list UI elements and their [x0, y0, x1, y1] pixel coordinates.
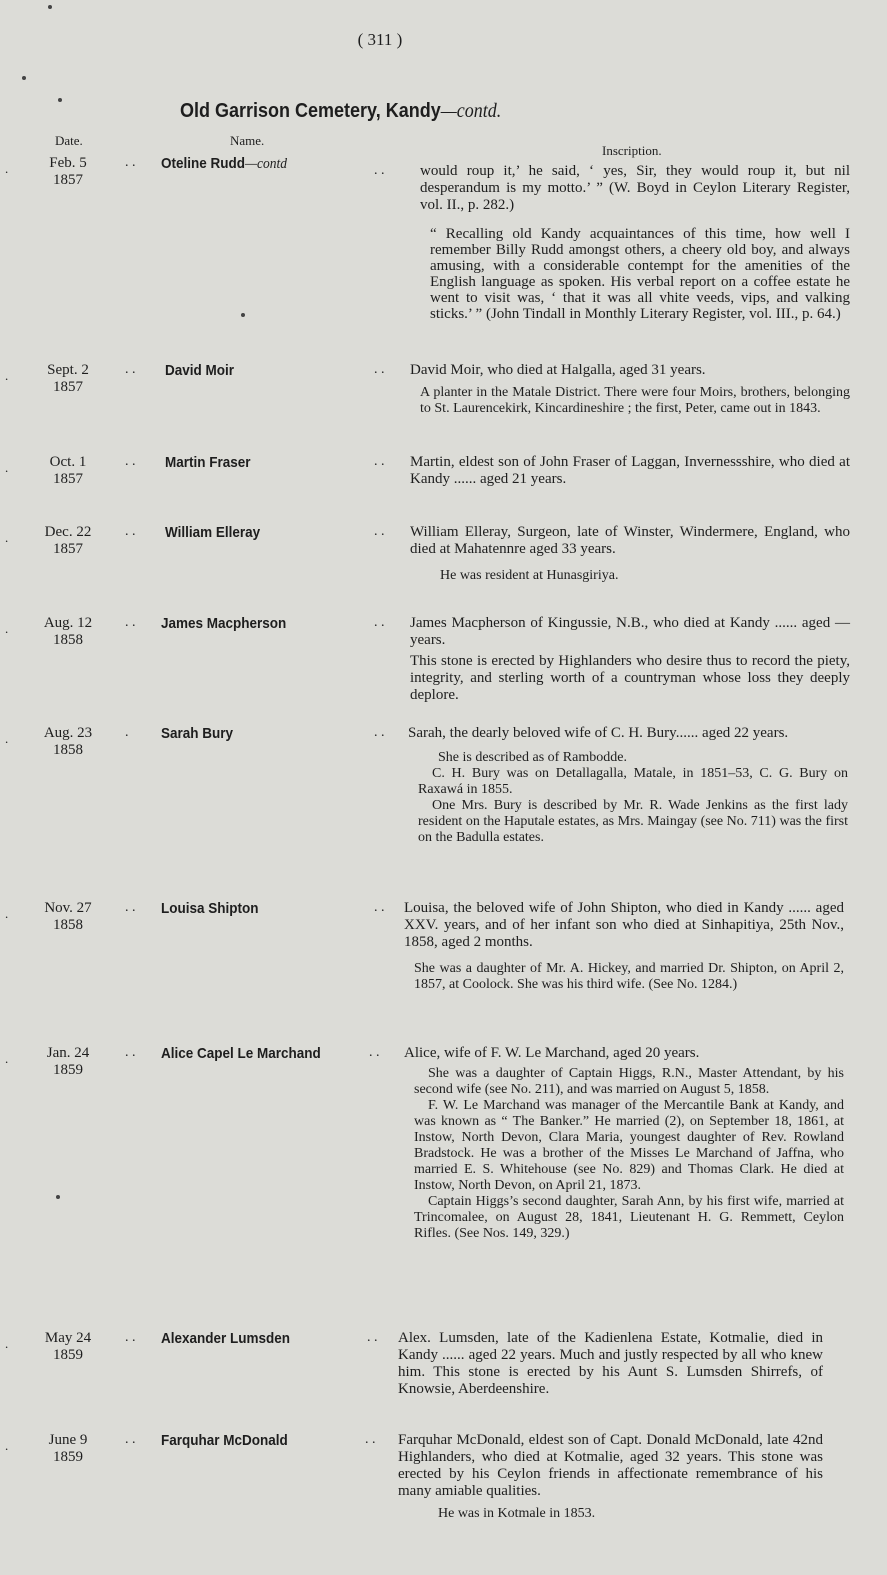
entry-inscription: would roup it,’ he said, ‘ yes, Sir, they would roup it, but nil desperandum is my motto.’ ” (W. Boyd in Ceylon Literary Register, vol. II., p. 282.) “ Recalling old Kandy acquaintances of this time, how well I remember Billy Rudd amongst others, a cheery old boy, and always amusing, with a considerable contempt for the amenities of the English language as spoken. His verbal report on a coffee estate he went to visit was, ‘ that it was all vhite veeds, vips, and valking sticks.’ ” (John Tindall in Monthly Literary Register, vol. III., p. 64.)	[420, 163, 850, 322]
page-title	[180, 100, 501, 123]
title-suffix: —contd.	[440, 100, 502, 122]
page-number: ( 311 )	[357, 30, 403, 49]
entry-date: Feb. 5 1857	[49, 155, 87, 188]
header-inscription: Inscription.	[602, 143, 662, 158]
page: ( 311 ) Old Garrison Cemetery, Kandy—contd. Date. Name. Inscription. . Feb. 5 1857 . . Oteline Rudd—contd . . would roup it,’ he said, ‘ yes, Sir, they would roup it, but nil desperandum is my motto.’ ” (W. Boyd in Ceylon Literary Register, vol. II., p. 282.) “ Recalling old Kandy acquaintances of this time, how well I remember Billy Rudd amongst others, a cheery old boy, and always amusing, with a considerable contempt for the amenities of the English language as spoken. His verbal report on a coffee estate he went to visit was, ‘ that it was all vhite veeds, vips, and valking sticks.’ ” (John Tindall in Monthly Literary Register, vol. III., p. 64.) . Sept. 2 1857 . . David Moir . . David Moir, who died at Halgalla, aged 31 years. A planter in the Matale District. There were four Moirs, brothers, belonging to St. Laurencekirk, Kincardineshire ; the first, Peter, came out in 1843. . Oct. 1 1857 . . Martin Fraser . . Martin, eldest son of John Fraser of Laggan, Invernessshire, who died at Kandy ...... aged 21 years. . Dec. 22 1857 . . William Elleray . . William Elleray, Surgeon, late of Winster, Windermere, England, who died at Mahatennre aged 33 years. He was resident at Hunasgiriya. . Aug. 12 1858 . . James Macpherson . . James Macpherson of Kingussie, N.B., who died at Kandy ...... aged — years. This stone is erected by Highlanders who desire thus to record the piety, integrity, and sterling worth of a countryman whose loss they deeply deplore. . Aug. 23 1858 . Sarah Bury . . Sarah, the dearly beloved wife of C. H. Bury...... aged 22 years. She is described as of Rambodde. C. H. Bury was on Detallagalla, Matale, in 1851–53, C. G. Bury on Raxawá in 1855. One Mrs. Bury is described by Mr. R. Wade Jenkins as the first lady resident on the Haputale estates, as Mrs. Maingay (see No. 711) was the first on the Badulla estates. . Nov. 27 1858 . . Louisa Shipton . . Louisa, the beloved wife of John Shipton, who died in Kandy ...... aged XXV. years, and of her infant son who died at Sinhapitiya, 25th Nov., 1858, aged 2 months. She was a daughter of Mr. A. Hickey, and married Dr. Shipton, on April 2, 1857, at Coolock. She was his third wife. (See No. 1284.) . Jan. 24 1859 . . Alice Capel Le Marchand . . Alice, wife of F. W. Le Marchand, aged 20 years. She was a daughter of Captain Higgs, R.N., Master Attendant, by his second wife (see No. 211), and was married on August 5, 1858. F. W. Le Marchand was manager of the Mercantile Bank at Kandy, and was known as “ The Banker.” He married (2), on September 18, 1861, at Instow, North Devon, Clara Maria, youngest daughter of Rev. Rowland Bradstock. He was a brother of the Misses Le Marchand of Jaffna, who married E. S. Whitehouse (see No. 829) and Thomas Clark. He died at Instow, North Devon, on April 21, 1873. Captain Higgs’s second daughter, Sarah Ann, by his first wife, married at Trincomalee, on August 28, 1841, Lieutenant H. G. Remmett, Ceylon Rifles. (See Nos. 149, 329.) . May 24 1859 . . Alexander Lumsden . . Alex. Lumsden, late of the Kadienlena Estate, Kotmalie, died in Kandy ...... aged 22 years. Much and justly respected by all who knew him. This stone is erected by his Aunt S. Lumsden Shirrefs, of Knowsie, Aberdeenshire. . June 9 1859 . . Farquhar McDonald . . Farquhar McDonald, eldest son of Capt. Donald McDonald, late 42nd Highlanders, who died at Kotmalie, aged 32 years. This stone was erected by his Ceylon friends in affectionate remembrance of his many amiable qualities. He was in Kotmale in 1853.	[0, 0, 887, 1575]
entry-name: Oteline Rudd—contd	[161, 155, 288, 172]
header-name: Name.	[230, 133, 265, 148]
title-text: Old Garrison Cemetery, Kandy	[180, 100, 441, 122]
header-date: Date.	[55, 133, 83, 148]
